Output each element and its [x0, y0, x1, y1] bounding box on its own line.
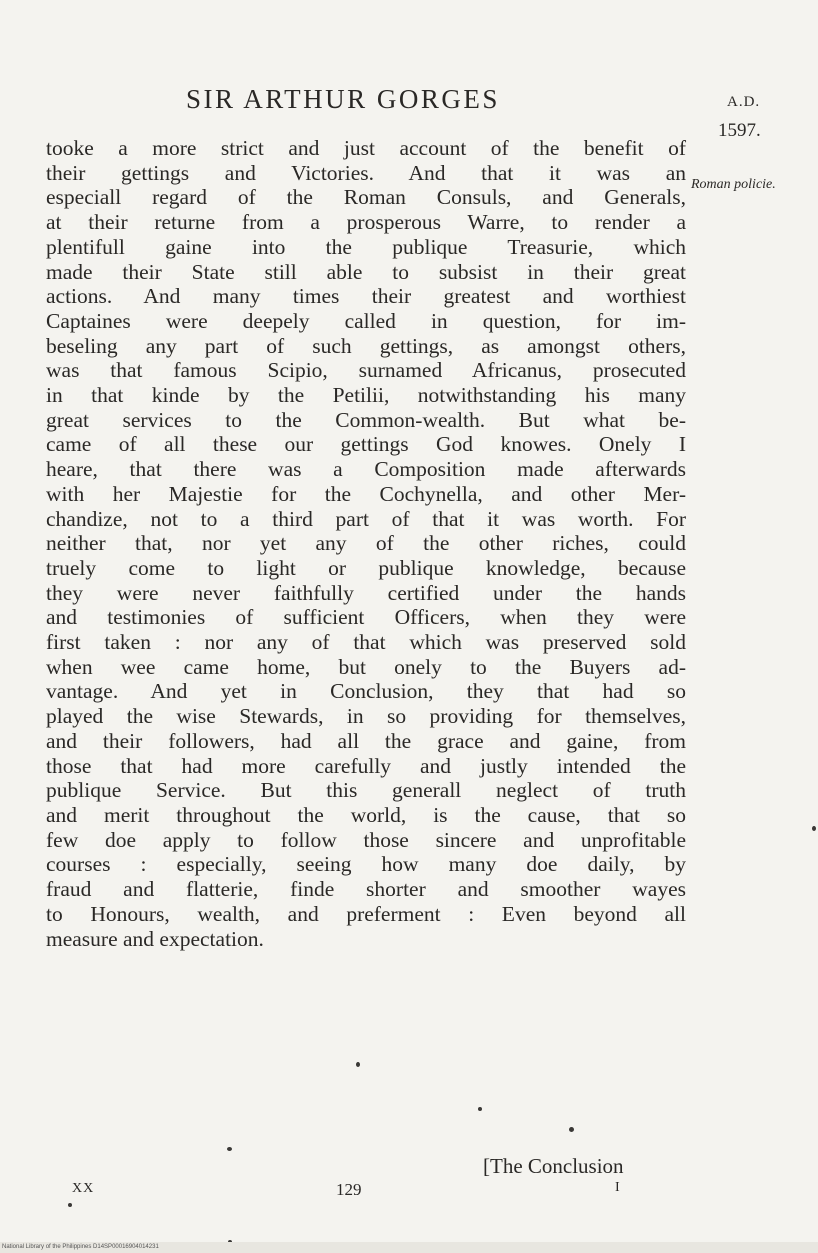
- ink-speck: [569, 1127, 574, 1132]
- text-line: actions. And many times their greatest and worthiest: [46, 284, 686, 309]
- text-line: few doe apply to follow those sincere and unprofitable: [46, 827, 686, 852]
- text-line: and merit throughout the world, is the cause, that so: [46, 802, 686, 827]
- signature-mark-left: XX: [72, 1181, 95, 1196]
- text-line: was that famous Scipio, surnamed Africanus, prosecuted: [46, 358, 686, 383]
- running-head: SIR ARTHUR GORGES: [186, 84, 500, 114]
- signature-mark-right: I: [615, 1180, 620, 1195]
- ink-speck: [812, 826, 816, 831]
- text-line: with her Majestie for the Cochynella, and other Mer-: [46, 481, 686, 506]
- text-line: those that had more carefully and justly intended the: [46, 753, 686, 778]
- text-line: great services to the Common-wealth. But what be-: [46, 407, 686, 432]
- text-line: truely come to light or publique knowledge, because: [46, 555, 686, 580]
- text-line: beseling any part of such gettings, as amongst others,: [46, 333, 686, 358]
- body-text: [46, 136, 686, 951]
- text-line: fraud and flatterie, finde shorter and smoother wayes: [46, 877, 686, 902]
- ink-speck: [478, 1107, 482, 1111]
- ink-speck: [227, 1147, 232, 1151]
- text-line: plentifull gaine into the publique Treasurie, which: [46, 234, 686, 259]
- text-line: and their followers, had all the grace and gaine, from: [46, 728, 686, 753]
- margin-date-label: A.D.: [727, 94, 761, 110]
- text-line: publique Service. But this generall neglect of truth: [46, 778, 686, 803]
- text-line: their gettings and Victories. And that it was an: [46, 160, 686, 185]
- text-line: courses : especially, seeing how many doe daily, by: [46, 852, 686, 877]
- text-line: measure and expectation.: [46, 926, 264, 951]
- text-line: made their State still able to subsist in their great: [46, 259, 686, 284]
- text-line: to Honours, wealth, and preferment : Even beyond all: [46, 901, 686, 926]
- catchword: [The Conclusion: [483, 1154, 624, 1178]
- text-line: when wee came home, but onely to the Buyers ad-: [46, 654, 686, 679]
- text-line: and testimonies of sufficient Officers, when they were: [46, 605, 686, 630]
- text-line: Captaines were deepely called in question, for im-: [46, 308, 686, 333]
- text-line: at their returne from a prosperous Warre, to render a: [46, 210, 686, 235]
- text-line: they were never faithfully certified under the hands: [46, 580, 686, 605]
- margin-note: Roman policie.: [691, 177, 776, 192]
- text-line: chandize, not to a third part of that it was worth. For: [46, 506, 686, 531]
- page-number: 129: [336, 1180, 362, 1199]
- text-line: vantage. And yet in Conclusion, they that had so: [46, 679, 686, 704]
- text-line: played the wise Stewards, in so providing for themselves,: [46, 704, 686, 729]
- margin-year: 1597.: [718, 120, 761, 141]
- text-line: especiall regard of the Roman Consuls, and Generals,: [46, 185, 686, 210]
- text-line: in that kinde by the Petilii, notwithstanding his many: [46, 383, 686, 408]
- text-line: first taken : nor any of that which was preserved sold: [46, 630, 686, 655]
- text-line: came of all these our gettings God knowes. Onely I: [46, 432, 686, 457]
- ink-speck: [356, 1062, 360, 1067]
- ink-speck: [68, 1203, 72, 1207]
- source-strip: National Library of the Philippines D14SP00016904014231: [0, 1242, 818, 1253]
- text-line: neither that, nor yet any of the other riches, could: [46, 531, 686, 556]
- text-line: tooke a more strict and just account of the benefit of: [46, 136, 686, 160]
- text-line: heare, that there was a Composition made afterwards: [46, 457, 686, 482]
